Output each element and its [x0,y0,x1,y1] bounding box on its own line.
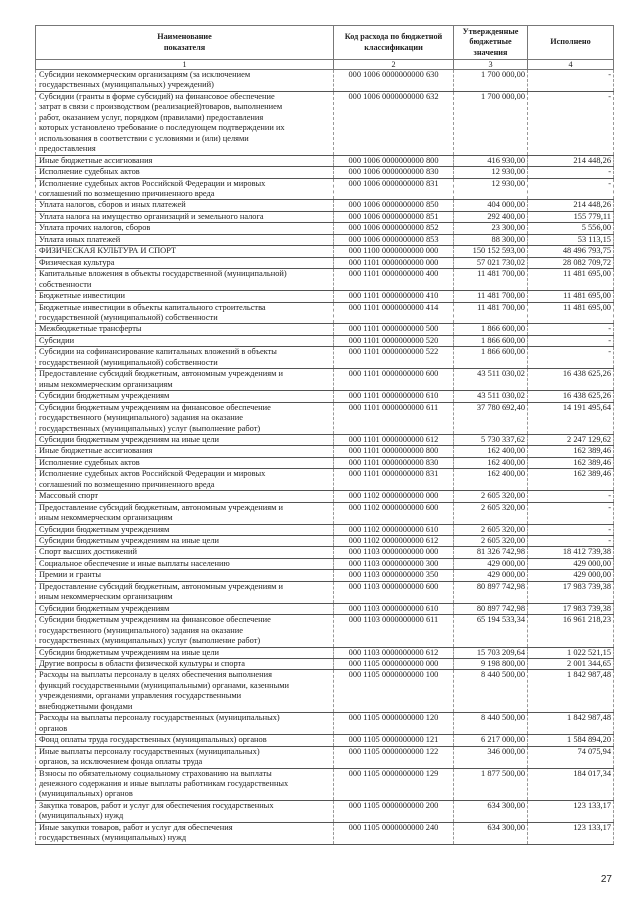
row-approved: 23 300,00 [454,223,528,234]
row-code: 000 1006 0000000000 830 [334,167,454,178]
row-name: Расходы на выплаты персоналу государственных (муниципальных) органов [36,713,334,735]
row-approved: 416 930,00 [454,155,528,166]
table-row [36,547,614,558]
table-row [36,502,614,524]
row-code: 000 1105 0000000000 129 [334,768,454,800]
header-indicator-name: Наименование показателя [36,26,334,60]
row-executed: 1 842 987,48 [528,670,614,713]
row-code: 000 1105 0000000000 000 [334,659,454,670]
row-executed: 11 481 695,00 [528,269,614,291]
row-approved: 150 152 593,00 [454,246,528,257]
row-code: 000 1101 0000000000 500 [334,324,454,335]
table-row [36,347,614,369]
table-row [36,302,614,324]
row-executed: 1 584 894,20 [528,735,614,746]
row-approved: 1 866 600,00 [454,347,528,369]
table-row [36,469,614,491]
row-code: 000 1101 0000000000 000 [334,257,454,268]
row-name: Премии и гранты [36,570,334,581]
table-row [36,223,614,234]
row-approved: 404 000,00 [454,200,528,211]
row-code: 000 1103 0000000000 300 [334,558,454,569]
row-name: Уплата иных платежей [36,234,334,245]
table-row [36,70,614,92]
row-executed: - [528,335,614,346]
table-row [36,291,614,302]
table-row [36,536,614,547]
row-name: Субсидии бюджетным учреждениям на финансовое обеспечение государственного (муниципального) задания на оказание государственных (муниципальных) услуг (выполнение работ) [36,615,334,647]
row-name: Субсидии на софинансирование капитальных вложений в объекты государственной (муниципальной) собственности [36,347,334,369]
row-approved: 2 605 320,00 [454,502,528,524]
row-executed: - [528,70,614,92]
row-name: Физическая культура [36,257,334,268]
row-approved: 43 511 030,02 [454,369,528,391]
row-code: 000 1105 0000000000 200 [334,800,454,822]
row-code: 000 1102 0000000000 610 [334,524,454,535]
row-code: 000 1101 0000000000 600 [334,369,454,391]
row-name: Исполнение судебных актов Российской Федерации и мировых соглашений по возмещению причиненного вреда [36,469,334,491]
row-name: Предоставление субсидий бюджетным, автономным учреждениям и иным некоммерческим организациям [36,369,334,391]
row-code: 000 1101 0000000000 610 [334,391,454,402]
row-approved: 81 326 742,98 [454,547,528,558]
row-executed: - [528,502,614,524]
row-code: 000 1006 0000000000 850 [334,200,454,211]
row-name: Субсидии [36,335,334,346]
table-row [36,615,614,647]
row-executed: 5 556,00 [528,223,614,234]
row-executed: - [528,347,614,369]
row-code: 000 1103 0000000000 350 [334,570,454,581]
row-executed: 17 983 739,38 [528,581,614,603]
row-name: Исполнение судебных актов [36,167,334,178]
table-row [36,402,614,434]
table-row [36,200,614,211]
row-executed: - [528,167,614,178]
row-executed: - [528,491,614,502]
budget-execution-table [35,25,614,845]
row-executed: 16 438 625,26 [528,369,614,391]
row-name: Бюджетные инвестиции [36,291,334,302]
row-approved: 43 511 030,02 [454,391,528,402]
row-name: Субсидии бюджетным учреждениям [36,391,334,402]
row-executed: 74 075,94 [528,746,614,768]
row-approved: 88 300,00 [454,234,528,245]
row-approved: 65 194 533,34 [454,615,528,647]
row-approved: 634 300,00 [454,800,528,822]
table-row [36,446,614,457]
row-executed: 11 481 695,00 [528,291,614,302]
row-code: 000 1102 0000000000 000 [334,491,454,502]
page-number: 27 [600,874,612,885]
column-number: 3 [454,60,528,70]
row-name: Субсидии некоммерческим организациям (за исключением государственных (муниципальных) учреждений) [36,70,334,92]
row-name: Уплата налогов, сборов и иных платежей [36,200,334,211]
table-row [36,211,614,222]
row-name: ФИЗИЧЕСКАЯ КУЛЬТУРА И СПОРТ [36,246,334,257]
table-row [36,746,614,768]
table-row [36,335,614,346]
row-executed: 17 983 739,38 [528,603,614,614]
table-row [36,155,614,166]
row-executed: 11 481 695,00 [528,302,614,324]
row-name: Субсидии бюджетным учреждениям на иные цели [36,647,334,658]
row-code: 000 1102 0000000000 612 [334,536,454,547]
row-executed: 162 389,46 [528,469,614,491]
row-name: Капитальные вложения в объекты государственной (муниципальной) собственности [36,269,334,291]
table-row [36,178,614,200]
row-name: Иные бюджетные ассигнования [36,155,334,166]
row-code: 000 1101 0000000000 414 [334,302,454,324]
row-code: 000 1101 0000000000 830 [334,457,454,468]
row-code: 000 1103 0000000000 600 [334,581,454,603]
row-approved: 57 021 730,02 [454,257,528,268]
row-name: Субсидии бюджетным учреждениям на финансовое обеспечение государственного (муниципального) задания на оказание государственных (муниципальных) услуг (выполнение работ) [36,402,334,434]
row-executed: 2 247 129,62 [528,434,614,445]
row-approved: 1 866 600,00 [454,335,528,346]
row-name: Расходы на выплаты персоналу в целях обеспечения выполнения функций государственными (муниципальными) органами, казенными учреждениями, органами управления государственными внебюджетными фондами [36,670,334,713]
table-row [36,647,614,658]
row-executed: 1 842 987,48 [528,713,614,735]
row-name: Иные закупки товаров, работ и услуг для обеспечения государственных (муниципальных) нужд [36,822,334,844]
row-approved: 80 897 742,98 [454,581,528,603]
table-row [36,324,614,335]
row-approved: 2 605 320,00 [454,491,528,502]
row-code: 000 1105 0000000000 120 [334,713,454,735]
row-name: Предоставление субсидий бюджетным, автономным учреждениям и иным некоммерческим организациям [36,502,334,524]
row-name: Иные бюджетные ассигнования [36,446,334,457]
row-code: 000 1006 0000000000 800 [334,155,454,166]
row-executed: 184 017,34 [528,768,614,800]
row-approved: 162 400,00 [454,469,528,491]
row-name: Уплата прочих налогов, сборов [36,223,334,234]
header-expense-code: Код расхода по бюджетной классификации [334,26,454,60]
row-name: Исполнение судебных актов [36,457,334,468]
row-approved: 162 400,00 [454,446,528,457]
row-executed: 53 113,15 [528,234,614,245]
row-approved: 37 780 692,40 [454,402,528,434]
row-code: 000 1103 0000000000 610 [334,603,454,614]
row-name: Социальное обеспечение и иные выплаты населению [36,558,334,569]
row-executed: 214 448,26 [528,155,614,166]
row-name: Другие вопросы в области физической культуры и спорта [36,659,334,670]
table-row [36,822,614,844]
row-code: 000 1101 0000000000 522 [334,347,454,369]
row-executed: - [528,524,614,535]
row-name: Спорт высших достижений [36,547,334,558]
table-row [36,670,614,713]
row-approved: 5 730 337,62 [454,434,528,445]
row-executed: 155 779,11 [528,211,614,222]
row-code: 000 1006 0000000000 852 [334,223,454,234]
row-code: 000 1006 0000000000 630 [334,70,454,92]
row-code: 000 1103 0000000000 612 [334,647,454,658]
row-approved: 8 440 500,00 [454,713,528,735]
row-approved: 634 300,00 [454,822,528,844]
row-executed: 1 022 521,15 [528,647,614,658]
table-row [36,768,614,800]
row-approved: 346 000,00 [454,746,528,768]
column-number: 2 [334,60,454,70]
row-name: Уплата налога на имущество организаций и земельного налога [36,211,334,222]
row-code: 000 1101 0000000000 410 [334,291,454,302]
row-approved: 12 930,00 [454,167,528,178]
row-executed: 429 000,00 [528,558,614,569]
row-code: 000 1105 0000000000 121 [334,735,454,746]
row-approved: 15 703 209,64 [454,647,528,658]
row-code: 000 1006 0000000000 831 [334,178,454,200]
row-name: Фонд оплаты труда государственных (муниципальных) органов [36,735,334,746]
row-approved: 6 217 000,00 [454,735,528,746]
row-executed: 429 000,00 [528,570,614,581]
table-row [36,491,614,502]
row-executed: - [528,91,614,155]
row-name: Субсидии бюджетным учреждениям на иные цели [36,434,334,445]
row-approved: 8 440 500,00 [454,670,528,713]
row-code: 000 1105 0000000000 100 [334,670,454,713]
row-name: Предоставление субсидий бюджетным, автономным учреждениям и иным некоммерческим организациям [36,581,334,603]
row-approved: 11 481 700,00 [454,302,528,324]
row-code: 000 1102 0000000000 600 [334,502,454,524]
row-code: 000 1101 0000000000 520 [334,335,454,346]
column-number-row [36,60,614,70]
row-code: 000 1101 0000000000 400 [334,269,454,291]
row-approved: 80 897 742,98 [454,603,528,614]
row-executed: 214 448,26 [528,200,614,211]
row-approved: 2 605 320,00 [454,524,528,535]
row-executed: 123 133,17 [528,800,614,822]
row-code: 000 1100 0000000000 000 [334,246,454,257]
row-approved: 2 605 320,00 [454,536,528,547]
table-row [36,581,614,603]
table-row [36,713,614,735]
row-approved: 11 481 700,00 [454,269,528,291]
row-name: Бюджетные инвестиции в объекты капитального строительства государственной (муниципальной) собственности [36,302,334,324]
row-executed: 48 496 793,75 [528,246,614,257]
row-executed: 16 438 625,26 [528,391,614,402]
row-name: Иные выплаты персоналу государственных (муниципальных) органов, за исключением фонда оплаты труда [36,746,334,768]
header-approved-values: Утвержденные бюджетные значения [454,26,528,60]
row-approved: 9 198 800,00 [454,659,528,670]
row-approved: 162 400,00 [454,457,528,468]
row-executed: - [528,178,614,200]
row-code: 000 1103 0000000000 611 [334,615,454,647]
row-executed: 28 082 709,72 [528,257,614,268]
column-number: 4 [528,60,614,70]
row-executed: 162 389,46 [528,446,614,457]
header-row [36,26,614,60]
row-code: 000 1006 0000000000 632 [334,91,454,155]
table-row [36,603,614,614]
table-row [36,558,614,569]
row-executed: - [528,536,614,547]
row-approved: 12 930,00 [454,178,528,200]
table-row [36,434,614,445]
table-row [36,167,614,178]
table-row [36,524,614,535]
row-approved: 1 700 000,00 [454,91,528,155]
table-row [36,269,614,291]
row-approved: 429 000,00 [454,570,528,581]
table-row [36,234,614,245]
row-code: 000 1101 0000000000 831 [334,469,454,491]
row-code: 000 1101 0000000000 612 [334,434,454,445]
row-executed: 18 412 739,38 [528,547,614,558]
table-row [36,735,614,746]
table-row [36,659,614,670]
column-number: 1 [36,60,334,70]
row-code: 000 1105 0000000000 240 [334,822,454,844]
table-row [36,457,614,468]
row-approved: 11 481 700,00 [454,291,528,302]
row-executed: 2 001 344,65 [528,659,614,670]
table-row [36,570,614,581]
table-row [36,246,614,257]
row-executed: 123 133,17 [528,822,614,844]
row-code: 000 1101 0000000000 800 [334,446,454,457]
row-name: Массовый спорт [36,491,334,502]
table-row [36,800,614,822]
row-code: 000 1105 0000000000 122 [334,746,454,768]
row-executed: 162 389,46 [528,457,614,468]
row-approved: 1 877 500,00 [454,768,528,800]
row-code: 000 1101 0000000000 611 [334,402,454,434]
table-row [36,391,614,402]
row-name: Субсидии (гранты в форме субсидий) на финансовое обеспечение затрат в связи с производством (реализацией)товаров, выполнением работ, оказанием услуг, порядком (правилами) предоставления которых установлено требование о последующем подтверждении их использования в соответствии с условиями и (или) целями предоставления [36,91,334,155]
row-name: Исполнение судебных актов Российской Федерации и мировых соглашений по возмещению причиненного вреда [36,178,334,200]
row-code: 000 1006 0000000000 853 [334,234,454,245]
row-code: 000 1103 0000000000 000 [334,547,454,558]
row-name: Закупка товаров, работ и услуг для обеспечения государственных (муниципальных) нужд [36,800,334,822]
row-name: Субсидии бюджетным учреждениям [36,524,334,535]
row-approved: 292 400,00 [454,211,528,222]
table-row [36,257,614,268]
row-approved: 1 700 000,00 [454,70,528,92]
row-name: Субсидии бюджетным учреждениям [36,603,334,614]
table-row [36,369,614,391]
header-executed: Исполнено [528,26,614,60]
row-approved: 429 000,00 [454,558,528,569]
row-executed: - [528,324,614,335]
row-code: 000 1006 0000000000 851 [334,211,454,222]
table-row [36,91,614,155]
row-executed: 16 961 218,23 [528,615,614,647]
row-name: Межбюджетные трансферты [36,324,334,335]
row-name: Взносы по обязательному социальному страхованию на выплаты денежного содержания и иные выплаты работникам государственных (муниципальных) органов [36,768,334,800]
row-name: Субсидии бюджетным учреждениям на иные цели [36,536,334,547]
row-executed: 14 191 495,64 [528,402,614,434]
row-approved: 1 866 600,00 [454,324,528,335]
